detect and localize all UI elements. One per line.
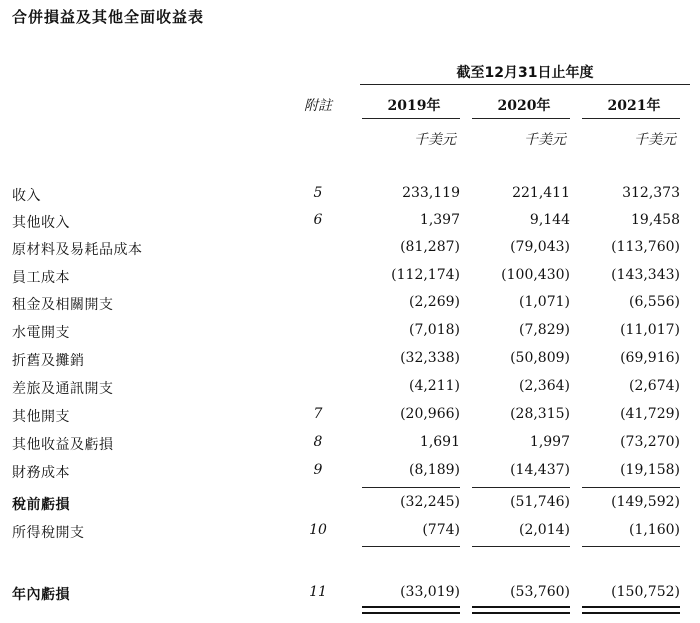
row-label: 水電開支 [12,325,70,341]
value-2020: (2,364) [518,378,570,394]
row-label: 年內虧損 [12,587,70,603]
row-label: 差旅及通訊開支 [12,381,114,397]
value-2021: (143,343) [611,267,680,283]
row-label: 其他開支 [12,409,70,425]
value-2021: 312,373 [622,185,680,201]
row-label: 員工成本 [12,270,70,286]
table-row [0,267,700,291]
value-2019: 233,119 [402,185,460,201]
table-row [0,294,700,318]
row-note: 6 [313,212,323,228]
row-label: 其他收益及虧損 [12,437,114,453]
value-2019: (112,174) [391,267,460,283]
row-label: 其他收入 [12,215,70,231]
subtotal-rule-2020 [472,487,570,488]
value-2019: 1,397 [419,212,460,228]
table-row [0,522,700,546]
row-label: 租金及相關開支 [12,297,114,313]
value-2021: (150,752) [611,584,680,600]
value-2021: (41,729) [620,406,680,422]
value-2019: (2,269) [408,294,460,310]
value-2021: (113,760) [611,239,680,255]
value-2019: (8,189) [408,462,460,478]
year-rule-2020 [472,118,570,119]
double-rule-2021 [582,606,680,614]
row-note: 11 [309,584,327,600]
value-2020: (28,315) [510,406,570,422]
total-rule-2020 [472,546,570,547]
row-label: 財務成本 [12,465,70,481]
total-rule-2019 [362,546,460,547]
year-header-2019: 2019年 [387,98,441,114]
value-2019: 1,691 [419,434,460,450]
subtotal-rule-2019 [362,487,460,488]
note-column-header: 附註 [304,98,332,114]
value-2020: 1,997 [529,434,570,450]
year-header-2021: 2021年 [607,98,661,114]
row-label: 原材料及易耗品成本 [12,242,143,258]
value-2019: (33,019) [400,584,460,600]
value-2019: (4,211) [408,378,460,394]
row-note: 8 [313,434,323,450]
value-2020: (2,014) [518,522,570,538]
value-2021: (69,916) [620,350,680,366]
unit-label-2021: 千美元 [634,132,676,148]
total-rule-2021 [582,546,680,547]
subtotal-rule-2021 [582,487,680,488]
value-2019: (7,018) [408,322,460,338]
value-2020: (7,829) [518,322,570,338]
value-2021: (19,158) [620,462,680,478]
value-2020: (14,437) [510,462,570,478]
value-2021: (149,592) [611,494,680,510]
row-label: 稅前虧損 [12,497,70,513]
double-rule-2020 [472,606,570,614]
table-row [0,378,700,402]
value-2020: 9,144 [529,212,570,228]
unit-label-2020: 千美元 [524,132,566,148]
value-2020: (51,746) [510,494,570,510]
statement-title: 合併損益及其他全面收益表 [12,8,205,26]
double-rule-2019 [362,606,460,614]
row-note: 5 [313,185,323,201]
table-row [0,185,700,209]
year-rule-2019 [362,118,460,119]
value-2020: (79,043) [510,239,570,255]
table-row [0,494,700,518]
value-2020: (50,809) [510,350,570,366]
row-note: 7 [313,406,323,422]
value-2021: 19,458 [631,212,680,228]
table-row [0,434,700,458]
value-2019: (20,966) [400,406,460,422]
value-2020: (100,430) [501,267,570,283]
table-row [0,350,700,374]
period-header: 截至12月31日止年度 [456,65,594,81]
value-2019: (32,245) [400,494,460,510]
value-2019: (32,338) [400,350,460,366]
value-2021: (1,160) [628,522,680,538]
unit-label-2019: 千美元 [414,132,456,148]
value-2020: (53,760) [510,584,570,600]
year-rule-2021 [582,118,680,119]
row-note: 9 [313,462,323,478]
value-2020: 221,411 [512,185,570,201]
value-2021: (11,017) [620,322,680,338]
value-2021: (6,556) [628,294,680,310]
table-row [0,584,700,608]
year-header-2020: 2020年 [497,98,551,114]
row-label: 所得稅開支 [12,525,85,541]
value-2020: (1,071) [518,294,570,310]
value-2019: (81,287) [400,239,460,255]
value-2019: (774) [422,522,460,538]
value-2021: (2,674) [628,378,680,394]
table-row [0,212,700,236]
table-row [0,322,700,346]
row-label: 收入 [12,188,41,204]
table-row [0,462,700,486]
row-note: 10 [309,522,327,538]
row-label: 折舊及攤銷 [12,353,85,369]
value-2021: (73,270) [620,434,680,450]
table-row [0,239,700,263]
period-rule [360,84,690,85]
table-row [0,406,700,430]
